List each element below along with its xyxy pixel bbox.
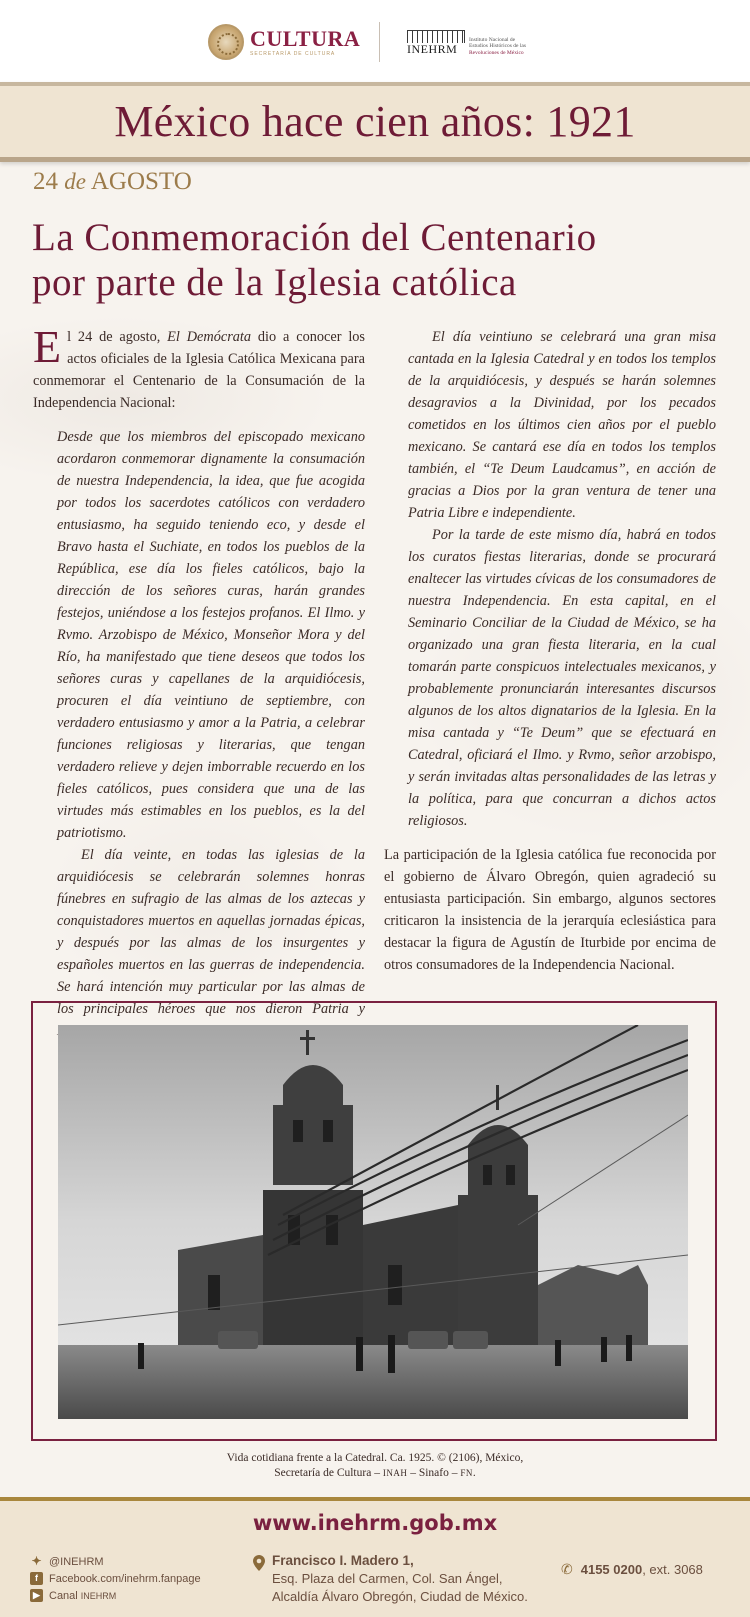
- address-street: Francisco I. Madero 1,: [272, 1553, 414, 1568]
- national-seal-icon: [208, 24, 244, 60]
- logo-divider: [379, 22, 380, 62]
- youtube-channel: [49, 1590, 116, 1602]
- quote-block-continued: [408, 326, 716, 832]
- article-title-line: por parte de la Iglesia católica: [32, 261, 517, 304]
- address-line: Esq. Plaza del Carmen, Col. San Ángel,: [272, 1571, 503, 1586]
- intro-paragraph: [33, 321, 365, 414]
- inehrm-description: [469, 37, 526, 57]
- inehrm-logo[interactable]: [407, 26, 526, 56]
- building-icon: [407, 26, 465, 56]
- inehrm-name: INEHRM: [407, 43, 465, 56]
- closing-paragraph: La participación de la Iglesia católica fue reconocida por el gobierno de Álvaro Obregón, quien agradeció su entusiasta participación. Sin embargo, algunos sectores criticaron la insistencia de la jerarquía eclesiástica para destacar la figura de Agustín de Iturbide por encima de otros consumadores de la Independencia Nacional.: [384, 847, 716, 973]
- page-title: México hace cien años: 1921: [114, 97, 636, 146]
- facebook-icon: f: [30, 1572, 43, 1585]
- quote-block: [57, 426, 365, 1042]
- quote-paragraph: El día veinte, en todas las iglesias de la arquidiócesis se celebrarán solemnes honras fúnebres en sufragio de las almas de los aztecas y conquistadores muertos en aquellas jornadas épicas, y después por las almas de los insurgentes y españoles muertos en las guerras de independencia. Se hará intención muy particular por las almas de los principales héroes que nos dieron Patria y: [57, 847, 365, 1017]
- twitter-handle: @INEHRM: [49, 1555, 104, 1568]
- logo-header: [0, 0, 750, 82]
- location-pin-icon: [253, 1555, 265, 1571]
- quote-paragraph: Desde que los miembros del episcopado mexicano acordaron conmemorar dignamente la consumación de nuestra Independencia, la idea, que fue acogida por todos los sacerdotes católicos con verdadero entusiasmo, ha seguido teniendo eco, y desde el Bravo hasta el Suchiate, en todos los pueblos de la República, ese día los fieles católicos, bajo la dirección de los señores curas, harán grandes festejos, uniéndose a los festejos profanos. El Ilmo. y Rvmo. Arzobispo de México, Monseñor Mora y del Río, ha manifestado que tiene deseos que todos los señores curas y capellanes de la arquidiócesis, procuren el día veintiuno de septiembre, con verdadero entusiasmo y amor a la Patria, a celebrar funciones religiosas y literarias, que tengan verdadero relieve y dejen imborrable recuerdo en los fieles católicos, pues considera que una de las virtudes más estimables en los pueblos, es la del patriotismo.: [57, 429, 365, 841]
- phone-number: 4155 0200: [580, 1562, 643, 1577]
- newspaper-name: El Demócrata: [167, 329, 252, 345]
- caption-fn: FN: [460, 1468, 473, 1478]
- youtube-link[interactable]: [30, 1587, 201, 1604]
- photo-caption: [0, 1451, 750, 1481]
- left-column: [33, 321, 365, 1042]
- intro-text: dio a conocer los actos oficiales de la Iglesia Católica Mexicana para conmemorar el Centenario de la Consumación de la Independencia Nacional:: [33, 329, 365, 411]
- date-de: de: [64, 169, 86, 194]
- youtube-label: Canal: [49, 1589, 81, 1602]
- caption-inah: INAH: [382, 1468, 408, 1478]
- intro-text: l 24 de agosto,: [67, 329, 168, 345]
- date-day: 24: [33, 168, 58, 195]
- twitter-link[interactable]: [30, 1553, 201, 1570]
- website-link[interactable]: www.inehrm.gob.mx: [252, 1511, 498, 1535]
- twitter-icon: ✦: [31, 1554, 42, 1568]
- cultura-name: CULTURA: [250, 25, 361, 51]
- caption-text: – Sinafo –: [407, 1467, 461, 1479]
- cathedral-photo-illustration: [58, 1025, 688, 1419]
- caption-line-2: [0, 1466, 750, 1481]
- quote-paragraph: Por la tarde de este mismo día, habrá en todos los curatos fiestas literarias, donde se procurará enaltecer las virtudes cívicas de los consumadores de nuestra Independencia. En esta capital, en el Seminario Conciliar de la Ciudad de México, se ha organizado una gran fiesta literaria, en la cual tomarán parte conspicuos intelectuales mexicanos, y probablemente pronunciarán interesantes discursos algunos de los altos dignatarios de la Iglesia. En la misa cantada y “Te Deum” que se efectuará en Catedral, oficiará el Ilmo. y Rvmo, señor arzobispo, y serán invitadas altas personalidades de las letras y la política, para que concurran a dichos actos religiosos.: [408, 527, 716, 829]
- right-column: [384, 326, 716, 976]
- date-line: [33, 168, 192, 196]
- caption-text: Secretaría de Cultura –: [274, 1467, 383, 1479]
- caption-text: .: [472, 1467, 476, 1479]
- cultura-logo[interactable]: [208, 22, 360, 62]
- phone-block[interactable]: [561, 1561, 703, 1578]
- photo-frame: [31, 1001, 717, 1441]
- inehrm-desc-line: Estudios Históricos de las: [469, 43, 526, 49]
- facebook-url: Facebook.com/inehrm.fanpage: [49, 1572, 201, 1585]
- date-month: AGOSTO: [90, 168, 192, 195]
- phone-icon: ✆: [561, 1561, 573, 1577]
- cathedral-photo[interactable]: [58, 1025, 688, 1419]
- article-title-line: La Conmemoración del Centenario: [32, 216, 597, 259]
- quote-paragraph: El día veintiuno se celebrará una gran misa cantada en la Iglesia Catedral y en todos los templos de la arquidiócesis, y después se harán solemnes desagravios a la Divinidad, por los pecados cometidos en los últimos cien años por el pueblo mexicano. Se cantará ese día en todos los templos también, el “Te Deum Laudcamus”, en acción de gracias a Dios por la gran ventura de tener una Patria Libre e independiente.: [408, 329, 716, 521]
- drop-cap: E: [33, 321, 62, 372]
- cultura-subtitle: SECRETARÍA DE CULTURA: [250, 50, 336, 57]
- footer: [0, 1497, 750, 1617]
- address-line: Alcaldía Álvaro Obregón, Ciudad de México.: [272, 1589, 528, 1604]
- social-links: [30, 1553, 201, 1604]
- caption-line: Vida cotidiana frente a la Catedral. Ca. 1925. © (2106), México,: [226, 1452, 524, 1464]
- address-block: [253, 1552, 528, 1606]
- facebook-link[interactable]: [30, 1570, 201, 1587]
- title-band: [0, 82, 750, 162]
- inehrm-desc-line: Revoluciones de México: [469, 49, 524, 56]
- article-title: [32, 215, 712, 305]
- phone-ext: , ext. 3068: [642, 1562, 703, 1577]
- youtube-name: INEHRM: [80, 1590, 117, 1601]
- youtube-icon: ▶: [30, 1589, 43, 1602]
- inehrm-desc-line: Instituto Nacional de: [469, 36, 516, 43]
